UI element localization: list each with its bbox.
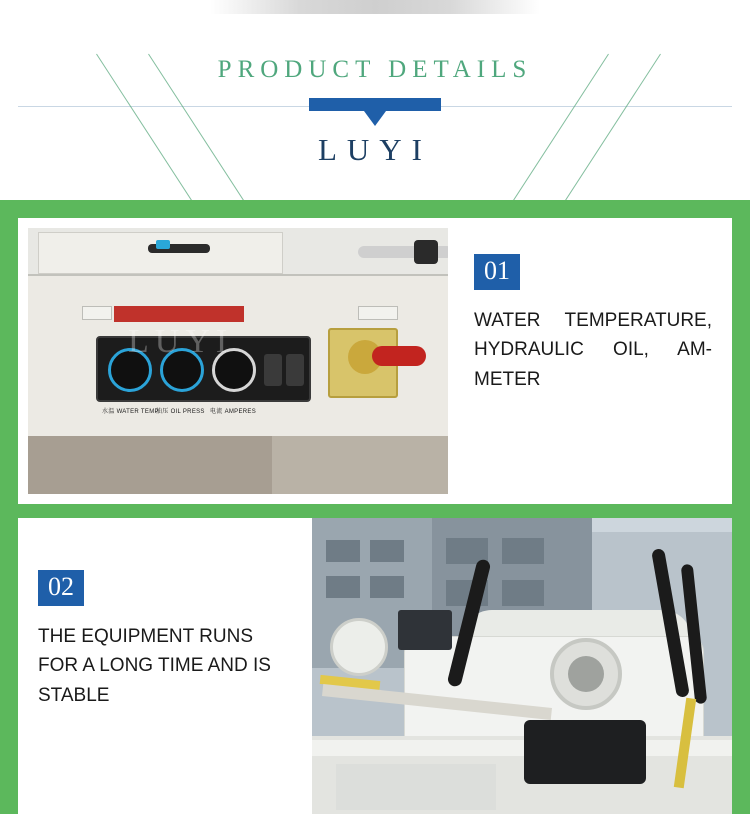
page-title: PRODUCT DETAILS bbox=[217, 56, 533, 83]
content-area bbox=[0, 200, 750, 814]
gauge-label-water-temp: 水温 WATER TEMP bbox=[102, 409, 159, 415]
feature-panel-01 bbox=[18, 218, 732, 504]
section-number-badge: 02 bbox=[38, 570, 84, 606]
gauge-label-amperes: 电流 AMPERES bbox=[210, 409, 257, 415]
brand-name: LUYI bbox=[317, 132, 433, 167]
feature-text-01 bbox=[458, 218, 732, 504]
section-number-badge: 01 bbox=[474, 254, 520, 290]
mixer-machinery-photo bbox=[312, 518, 732, 814]
title-underline-bar bbox=[309, 98, 441, 111]
page-header bbox=[0, 14, 750, 200]
caret-down-icon bbox=[364, 111, 386, 126]
feature-panel-02 bbox=[18, 518, 732, 814]
gauge-label-oil-press: 油压 OIL PRESS bbox=[156, 409, 205, 415]
feature-text-02 bbox=[18, 518, 312, 814]
watermark-text: LUYI bbox=[128, 323, 234, 360]
top-gradient-strip bbox=[0, 0, 750, 14]
section-description: THE EQUIPMENT RUNS FOR A LONG TIME AND IS STABLE bbox=[38, 625, 271, 706]
section-description: WATER TEMPERATURE, HYDRAULIC OIL, AM-METER bbox=[474, 309, 712, 390]
control-panel-photo bbox=[28, 228, 448, 494]
